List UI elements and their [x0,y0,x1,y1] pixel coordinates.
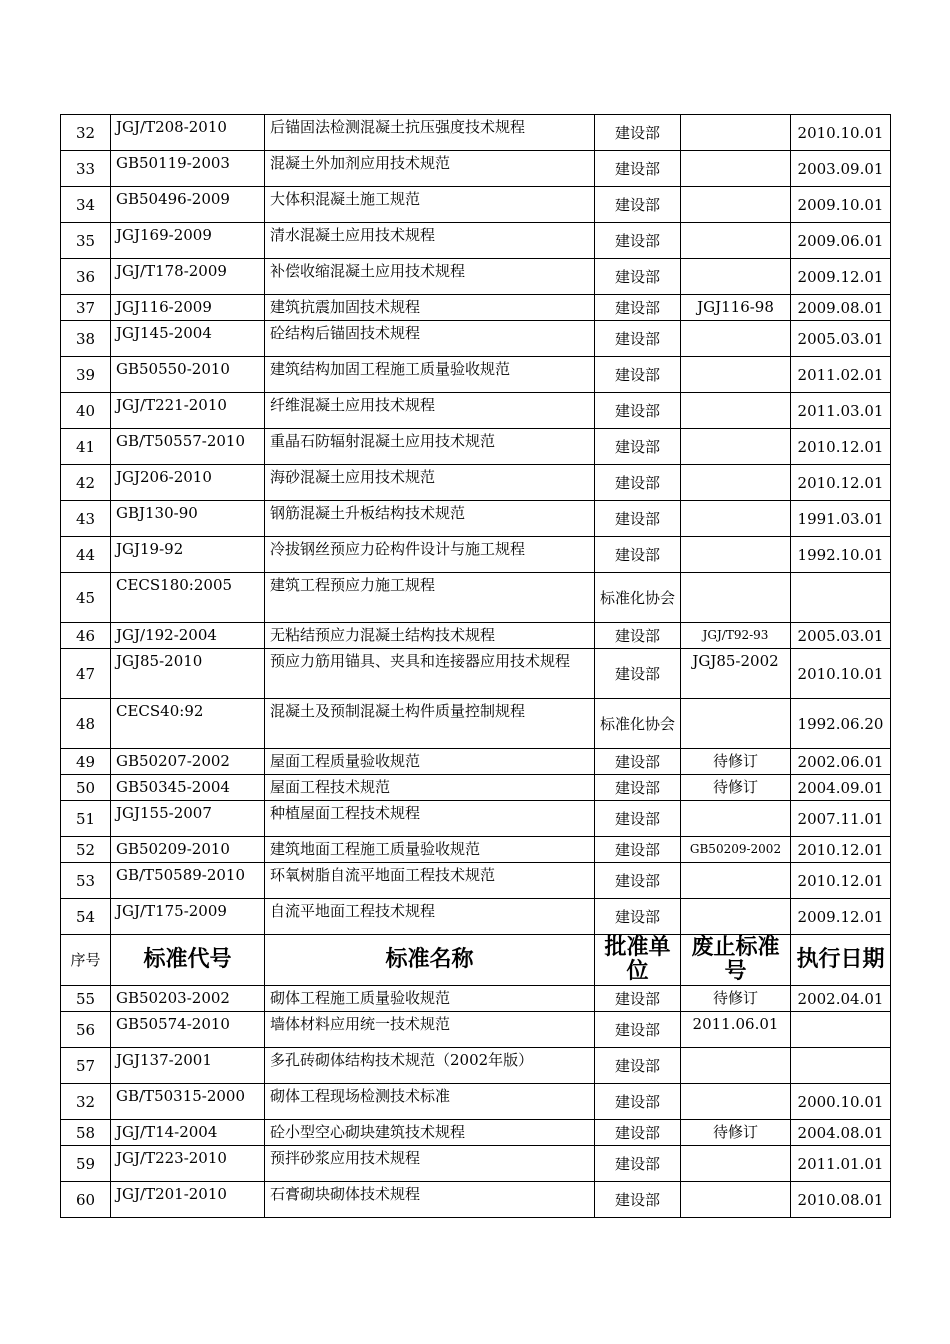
cell-replaced: 待修订 [681,1120,791,1146]
cell-replaced: 待修订 [681,749,791,775]
cell-code: JGJ/T221-2010 [111,393,265,429]
cell-code: CECS40:92 [111,699,265,749]
cell-name: 墙体材料应用统一技术规范 [265,1012,595,1048]
cell-code: JGJ/T175-2009 [111,899,265,935]
cell-name: 种植屋面工程技术规程 [265,801,595,837]
cell-unit: 建设部 [595,187,681,223]
table-row [61,775,891,801]
cell-replaced [681,573,791,623]
cell-unit: 建设部 [595,1012,681,1048]
table-row [61,801,891,837]
cell-unit: 建设部 [595,429,681,465]
cell-no: 33 [61,151,111,187]
cell-unit: 建设部 [595,837,681,863]
cell-code: GB50209-2010 [111,837,265,863]
cell-date: 2000.10.01 [791,1084,891,1120]
cell-replaced [681,393,791,429]
cell-replaced [681,429,791,465]
table-row [61,1182,891,1218]
cell-unit: 建设部 [595,1146,681,1182]
table-row [61,837,891,863]
cell-replaced [681,899,791,935]
cell-unit: 建设部 [595,623,681,649]
cell-replaced: JGJ85-2002 [681,649,791,699]
header-code: 标准代号 [111,935,265,986]
cell-date: 2009.12.01 [791,899,891,935]
cell-date: 2003.09.01 [791,151,891,187]
cell-code: GB50119-2003 [111,151,265,187]
cell-replaced [681,801,791,837]
cell-name: 环氧树脂自流平地面工程技术规范 [265,863,595,899]
cell-no: 32 [61,115,111,151]
table-row [61,1084,891,1120]
cell-name: 多孔砖砌体结构技术规范（2002年版） [265,1048,595,1084]
table-row [61,863,891,899]
cell-name: 建筑工程预应力施工规程 [265,573,595,623]
cell-replaced [681,115,791,151]
cell-unit: 建设部 [595,775,681,801]
cell-replaced [681,1182,791,1218]
cell-replaced [681,321,791,357]
cell-date: 2005.03.01 [791,321,891,357]
table-header-row [61,935,891,986]
cell-no: 39 [61,357,111,393]
table-row [61,623,891,649]
cell-no: 59 [61,1146,111,1182]
cell-unit: 建设部 [595,357,681,393]
cell-no: 48 [61,699,111,749]
table-row [61,649,891,699]
table-row [61,393,891,429]
cell-name: 砌体工程现场检测技术标准 [265,1084,595,1120]
cell-replaced [681,1084,791,1120]
table-row [61,187,891,223]
cell-replaced [681,1048,791,1084]
cell-replaced: JGJ116-98 [681,295,791,321]
table-row [61,699,891,749]
standards-table [60,114,891,1218]
cell-name: 建筑结构加固工程施工质量验收规范 [265,357,595,393]
cell-no: 32 [61,1084,111,1120]
cell-no: 60 [61,1182,111,1218]
cell-date: 2010.10.01 [791,115,891,151]
cell-date: 2005.03.01 [791,623,891,649]
cell-date: 2002.04.01 [791,986,891,1012]
cell-replaced [681,357,791,393]
table-row [61,749,891,775]
cell-no: 42 [61,465,111,501]
standards-table-body-bottom [61,986,891,1218]
cell-code: JGJ/T14-2004 [111,1120,265,1146]
cell-date: 2010.12.01 [791,465,891,501]
cell-code: JGJ/T223-2010 [111,1146,265,1182]
cell-date: 1992.10.01 [791,537,891,573]
cell-name: 建筑抗震加固技术规程 [265,295,595,321]
table-row [61,501,891,537]
cell-code: GB50550-2010 [111,357,265,393]
cell-code: JGJ155-2007 [111,801,265,837]
cell-unit: 建设部 [595,537,681,573]
cell-unit: 建设部 [595,151,681,187]
cell-no: 50 [61,775,111,801]
cell-name: 建筑地面工程施工质量验收规范 [265,837,595,863]
cell-name: 屋面工程技术规范 [265,775,595,801]
cell-unit: 建设部 [595,321,681,357]
cell-replaced: JGJ/T92-93 [681,623,791,649]
cell-no: 47 [61,649,111,699]
cell-code: GB50574-2010 [111,1012,265,1048]
cell-date [791,573,891,623]
cell-replaced [681,1146,791,1182]
cell-date: 2007.11.01 [791,801,891,837]
cell-replaced [681,699,791,749]
cell-code: CECS180:2005 [111,573,265,623]
cell-date [791,1048,891,1084]
cell-no: 38 [61,321,111,357]
cell-name: 预拌砂浆应用技术规程 [265,1146,595,1182]
cell-replaced [681,465,791,501]
cell-unit: 建设部 [595,393,681,429]
cell-no: 55 [61,986,111,1012]
cell-name: 预应力筋用锚具、夹具和连接器应用技术规程 [265,649,595,699]
standards-table-body-top [61,115,891,935]
table-row [61,295,891,321]
cell-no: 54 [61,899,111,935]
cell-code: GB50203-2002 [111,986,265,1012]
table-row [61,259,891,295]
header-no: 序号 [61,935,111,986]
cell-date: 2011.01.01 [791,1146,891,1182]
cell-code: GB/T50557-2010 [111,429,265,465]
cell-no: 35 [61,223,111,259]
cell-no: 57 [61,1048,111,1084]
cell-no: 37 [61,295,111,321]
cell-date: 2010.12.01 [791,429,891,465]
cell-no: 43 [61,501,111,537]
cell-date: 2009.10.01 [791,187,891,223]
cell-code: JGJ85-2010 [111,649,265,699]
cell-replaced: 2011.06.01 [681,1012,791,1048]
cell-unit: 建设部 [595,1182,681,1218]
cell-unit: 建设部 [595,1084,681,1120]
cell-date: 1991.03.01 [791,501,891,537]
header-unit: 批准单位 [595,935,681,986]
cell-code: GB50496-2009 [111,187,265,223]
cell-name: 清水混凝土应用技术规程 [265,223,595,259]
cell-unit: 建设部 [595,801,681,837]
cell-code: GB50345-2004 [111,775,265,801]
cell-date: 2010.10.01 [791,649,891,699]
cell-name: 砌体工程施工质量验收规范 [265,986,595,1012]
cell-date: 1992.06.20 [791,699,891,749]
cell-date: 2009.08.01 [791,295,891,321]
cell-code: JGJ/T201-2010 [111,1182,265,1218]
cell-date: 2009.12.01 [791,259,891,295]
header-replaced: 废止标准号 [681,935,791,986]
cell-unit: 建设部 [595,295,681,321]
header-date: 执行日期 [791,935,891,986]
cell-name: 纤维混凝土应用技术规程 [265,393,595,429]
cell-no: 58 [61,1120,111,1146]
cell-name: 大体积混凝土施工规范 [265,187,595,223]
cell-no: 52 [61,837,111,863]
cell-name: 后锚固法检测混凝土抗压强度技术规程 [265,115,595,151]
cell-no: 46 [61,623,111,649]
cell-date: 2011.03.01 [791,393,891,429]
cell-replaced: 待修订 [681,775,791,801]
cell-code: JGJ/T178-2009 [111,259,265,295]
cell-name: 重晶石防辐射混凝土应用技术规范 [265,429,595,465]
cell-no: 40 [61,393,111,429]
cell-no: 45 [61,573,111,623]
cell-unit: 建设部 [595,899,681,935]
cell-unit: 建设部 [595,115,681,151]
cell-no: 44 [61,537,111,573]
cell-unit: 标准化协会 [595,573,681,623]
table-row [61,429,891,465]
cell-unit: 建设部 [595,223,681,259]
cell-replaced: 待修订 [681,986,791,1012]
cell-date: 2004.09.01 [791,775,891,801]
cell-no: 56 [61,1012,111,1048]
cell-name: 海砂混凝土应用技术规范 [265,465,595,501]
cell-code: JGJ/T208-2010 [111,115,265,151]
cell-date: 2009.06.01 [791,223,891,259]
cell-unit: 建设部 [595,649,681,699]
table-row [61,151,891,187]
cell-unit: 建设部 [595,1048,681,1084]
cell-replaced [681,223,791,259]
cell-no: 34 [61,187,111,223]
cell-replaced [681,501,791,537]
cell-code: JGJ19-92 [111,537,265,573]
cell-unit: 建设部 [595,501,681,537]
cell-name: 补偿收缩混凝土应用技术规程 [265,259,595,295]
cell-unit: 建设部 [595,986,681,1012]
cell-no: 51 [61,801,111,837]
cell-date: 2004.08.01 [791,1120,891,1146]
cell-replaced [681,259,791,295]
cell-name: 砼小型空心砌块建筑技术规程 [265,1120,595,1146]
cell-unit: 建设部 [595,259,681,295]
header-name: 标准名称 [265,935,595,986]
cell-code: JGJ206-2010 [111,465,265,501]
cell-code: GB50207-2002 [111,749,265,775]
table-row [61,986,891,1012]
cell-code: JGJ116-2009 [111,295,265,321]
cell-replaced [681,151,791,187]
table-row [61,357,891,393]
cell-code: JGJ/192-2004 [111,623,265,649]
cell-code: JGJ145-2004 [111,321,265,357]
table-row [61,1048,891,1084]
cell-unit: 建设部 [595,749,681,775]
cell-name: 冷拔钢丝预应力砼构件设计与施工规程 [265,537,595,573]
cell-replaced [681,863,791,899]
table-row [61,573,891,623]
cell-replaced: GB50209-2002 [681,837,791,863]
table-row [61,115,891,151]
cell-name: 混凝土及预制混凝土构件质量控制规程 [265,699,595,749]
cell-code: GB/T50315-2000 [111,1084,265,1120]
cell-name: 混凝土外加剂应用技术规范 [265,151,595,187]
cell-name: 自流平地面工程技术规程 [265,899,595,935]
table-row [61,1120,891,1146]
table-row [61,1146,891,1182]
cell-code: GB/T50589-2010 [111,863,265,899]
cell-name: 石膏砌块砌体技术规程 [265,1182,595,1218]
cell-date: 2002.06.01 [791,749,891,775]
cell-unit: 建设部 [595,1120,681,1146]
cell-date: 2010.08.01 [791,1182,891,1218]
cell-replaced [681,187,791,223]
table-row [61,537,891,573]
table-row [61,1012,891,1048]
cell-unit: 标准化协会 [595,699,681,749]
table-row [61,899,891,935]
cell-no: 36 [61,259,111,295]
cell-no: 53 [61,863,111,899]
cell-replaced [681,537,791,573]
cell-date: 2010.12.01 [791,837,891,863]
cell-date: 2010.12.01 [791,863,891,899]
cell-date [791,1012,891,1048]
cell-unit: 建设部 [595,465,681,501]
cell-code: GBJ130-90 [111,501,265,537]
cell-name: 无粘结预应力混凝土结构技术规程 [265,623,595,649]
cell-no: 49 [61,749,111,775]
cell-name: 屋面工程质量验收规范 [265,749,595,775]
table-row [61,223,891,259]
cell-code: JGJ137-2001 [111,1048,265,1084]
cell-name: 砼结构后锚固技术规程 [265,321,595,357]
cell-name: 钢筋混凝土升板结构技术规范 [265,501,595,537]
cell-date: 2011.02.01 [791,357,891,393]
table-row [61,465,891,501]
table-row [61,321,891,357]
cell-no: 41 [61,429,111,465]
cell-unit: 建设部 [595,863,681,899]
cell-code: JGJ169-2009 [111,223,265,259]
table-header-block [61,935,891,986]
